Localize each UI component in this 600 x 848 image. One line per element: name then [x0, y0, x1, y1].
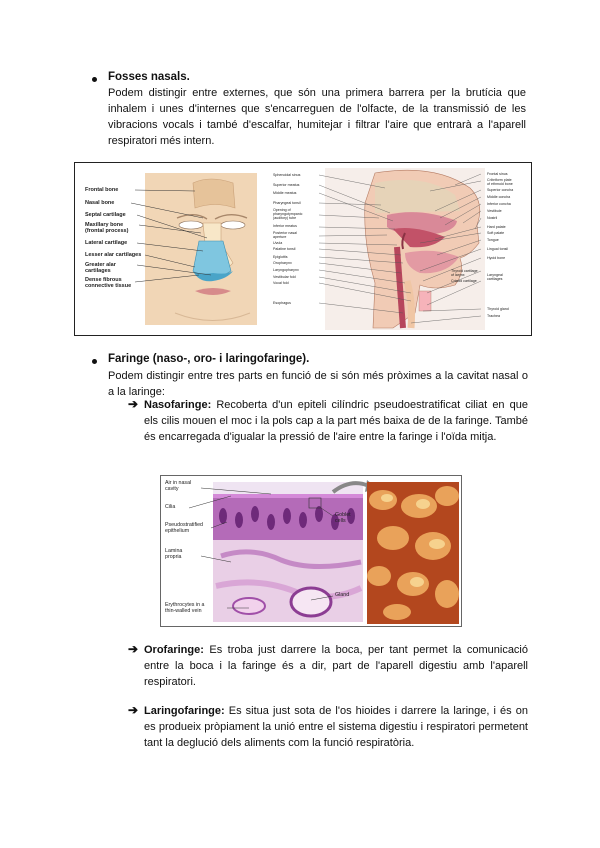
- label-auditory-tube: (auditory) tube: [273, 216, 297, 220]
- text-nasofaringe: Recoberta d'un epiteli cilíndric pseudoestratificat ciliat en que els cilis mouen el moc i la pols cap a la part més baixa de de la faringe. També és encarregada d'igualar la pressió de l'aire entre la faringe i l'oïda mitja.: [144, 399, 528, 443]
- label-cavity: cavity: [165, 486, 179, 492]
- label-lamina: Lamina: [165, 548, 183, 554]
- label-dense-fibrous: Dense fibrous: [85, 277, 122, 283]
- label-greater-alar: Greater alar: [85, 262, 116, 268]
- label-epithelium: epithelium: [165, 528, 190, 534]
- label-propria: propria: [165, 554, 182, 560]
- label-superior-meatus: Superior meatus: [273, 183, 300, 187]
- label-pharyngotympanic: pharyngotympanic: [273, 212, 303, 216]
- term-nasofaringe: Nasofaringe:: [144, 399, 212, 411]
- label-middle-concha: Middle concha: [487, 195, 511, 199]
- arrow-bullet-icon: ➔: [128, 703, 139, 717]
- label-thin-walled-vein: thin-walled vein: [165, 608, 202, 614]
- label-cilia: Cilia: [165, 504, 176, 510]
- label-greater-alar-cartilages: cartilages: [85, 268, 111, 274]
- label-thyroid-cartilage: Thyroid cartilage: [451, 269, 478, 273]
- label-inferior-concha: Inferior concha: [487, 202, 511, 206]
- label-connective-tissue: connective tissue: [85, 283, 132, 289]
- label-sphenoidal-sinus: Sphenoidal sinus: [273, 173, 301, 177]
- subsection-nasofaringe: [144, 397, 528, 445]
- term-orofaringe: Orofaringe:: [144, 644, 204, 656]
- label-tongue: Tongue: [487, 238, 499, 242]
- label-cells: cells: [335, 518, 346, 524]
- label-nasal-bone: Nasal bone: [85, 200, 115, 206]
- label-of-larynx: of larynx: [451, 273, 465, 277]
- label-vestibule: Vestibule: [487, 209, 502, 213]
- figure-nasal-anatomy: [74, 162, 532, 336]
- label-frontal-sinus: Frontal sinus: [487, 172, 508, 176]
- label-esophagus: Esophagus: [273, 301, 291, 305]
- label-septal-cartilage: Septal cartilage: [85, 212, 126, 218]
- label-soft-palate: Soft palate: [487, 231, 505, 235]
- figure-respiratory-epithelium: [160, 475, 462, 627]
- label-uvula: Uvula: [273, 241, 283, 245]
- label-inferior-meatus: Inferior meatus: [273, 224, 297, 228]
- label-cricoid-cartilage: Cricoid cartilage: [451, 279, 477, 283]
- label-air-in-nasal: Air in nasal: [165, 480, 192, 486]
- histology-illustration: [161, 476, 461, 626]
- bullet-dot: [92, 77, 97, 82]
- label-pharyngeal-tonsil: Pharyngeal tonsil: [273, 201, 301, 205]
- section-title-fosses-nasals: Fosses nasals.: [108, 71, 190, 83]
- nasal-anatomy-illustration: [75, 163, 531, 335]
- label-hyoid-bone: Hyoid bone: [487, 256, 506, 260]
- label-superior-concha: Superior concha: [487, 188, 514, 192]
- label-erythrocytes: Erythrocytes in a: [165, 602, 205, 608]
- section-paragraph-fosses-nasals: Podem distingir entre externes, que són una primera barrera per la brutícia que inhalem i unes d'internes que s'encarreguen de l'olfacte, de la transmissió de les vibracions vocals i també d'escalfar, humitejar i filtrar l'aire que entrarà a l'aparell respiratori més intern.: [108, 87, 526, 147]
- label-frontal-bone: Frontal bone: [85, 187, 119, 193]
- label-gland: Gland: [335, 592, 350, 598]
- label-lateral-cartilage: Lateral cartilage: [85, 240, 128, 246]
- label-cartilages: cartilages: [487, 277, 503, 281]
- label-posterior-nasal: Posterior nasal: [273, 231, 297, 235]
- label-nostril: Nostril: [487, 216, 498, 220]
- subsection-laringofaringe: [144, 703, 528, 751]
- label-goblet: Goblet: [335, 512, 351, 518]
- bullet-dot: [92, 359, 97, 364]
- label-hard-palate: Hard palate: [487, 225, 506, 229]
- section-paragraph-faringe: Podem distingir entre tres parts en funció de si són més pròximes a la cavitat nasal o a la laringe:: [108, 370, 528, 398]
- label-opening-of: Opening of: [273, 208, 291, 212]
- section-title-faringe: Faringe (naso-, oro- i laringofaringe).: [108, 353, 310, 365]
- subsection-orofaringe: [144, 642, 528, 690]
- label-of-ethmoid-bone: of ethmoid bone: [487, 182, 513, 186]
- arrow-bullet-icon: ➔: [128, 642, 139, 656]
- label-frontal-process: (frontal process): [85, 228, 129, 234]
- label-vocal-fold: Vocal fold: [273, 281, 289, 285]
- text-orofaringe: Es troba just darrere la boca, per tant permet la comunicació entre la boca i la faringe és a dir, part de l'aparell digestiu amb l'aparell respiratori.: [144, 644, 528, 688]
- label-laryngopharynx: Laryngopharynx: [273, 268, 299, 272]
- label-maxillary-bone: Maxillary bone: [85, 222, 124, 228]
- arrow-bullet-icon: ➔: [128, 397, 139, 411]
- label-laryngeal: Laryngeal: [487, 273, 503, 277]
- label-oropharynx: Oropharynx: [273, 261, 292, 265]
- text-laringofaringe: Es situa just sota de l'os hioides i darrere la laringe, i és on es produeix pròpiament la unió entre el sistema digestiu i respiratori permetent tant la deglució dels aliments com la funció respiratòria.: [144, 705, 528, 749]
- label-epiglottis: Epiglottis: [273, 255, 288, 259]
- label-pseudostratified: Pseudostratified: [165, 522, 203, 528]
- label-vestibular-fold: Vestibular fold: [273, 275, 296, 279]
- label-cribriform-plate: Cribriform plate: [487, 178, 512, 182]
- label-palatine-tonsil: Palatine tonsil: [273, 247, 296, 251]
- label-trachea: Trachea: [487, 314, 501, 318]
- label-aperture: aperture: [273, 235, 287, 239]
- term-laringofaringe: Laringofaringe:: [144, 705, 225, 717]
- label-lingual-tonsil: Lingual tonsil: [487, 247, 508, 251]
- label-lesser-alar-cartilages: Lesser alar cartilages: [85, 252, 142, 258]
- label-middle-meatus: Middle meatus: [273, 191, 297, 195]
- label-thyroid-gland: Thyroid gland: [487, 307, 509, 311]
